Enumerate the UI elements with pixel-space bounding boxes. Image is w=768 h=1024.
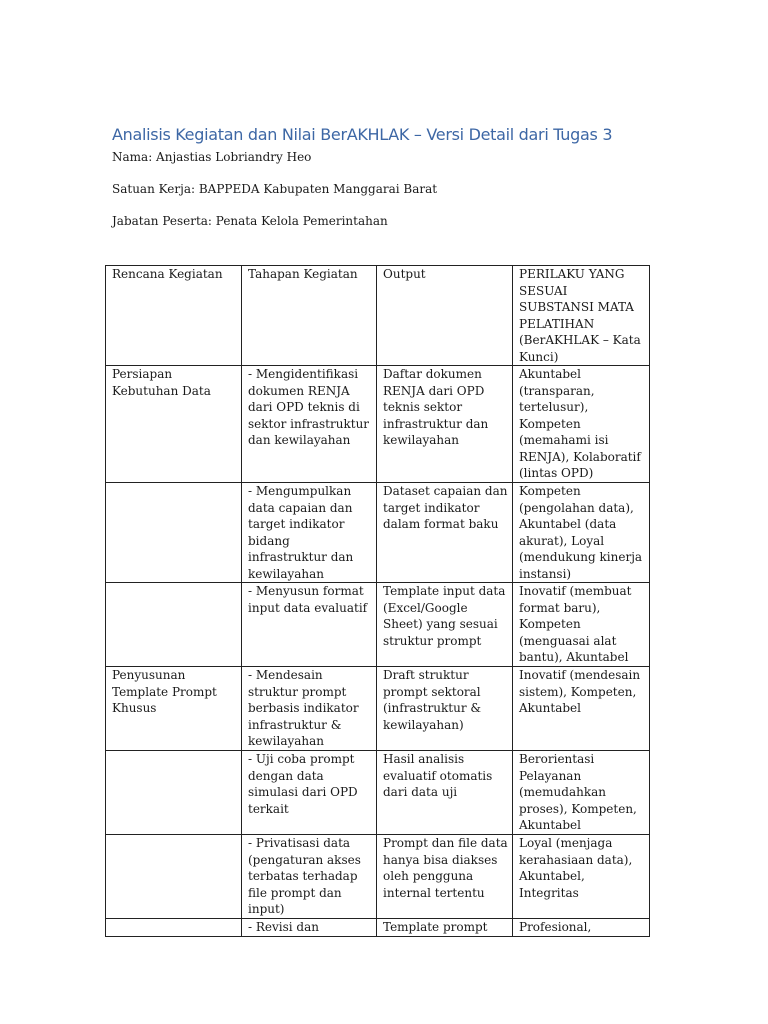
cell-plan: Persiapan Kebutuhan Data	[106, 366, 242, 483]
cell-behavior: Inovatif (mendesain sistem), Kompeten, Akuntabel	[513, 667, 650, 751]
cell-behavior: Inovatif (membuat format baru), Kompeten (menguasai alat bantu), Akuntabel	[513, 583, 650, 667]
cell-output: Draft struktur prompt sektoral (infrastruktur & kewilayahan)	[377, 667, 513, 751]
table-row	[106, 583, 650, 667]
header-behavior: PERILAKU YANG SESUAI SUBSTANSI MATA PELATIHAN (BerAKHLAK – Kata Kunci)	[513, 266, 650, 366]
table-row	[106, 667, 650, 751]
cell-output: Prompt dan file data hanya bisa diakses oleh pengguna internal tertentu	[377, 835, 513, 919]
header-plan: Rencana Kegiatan	[106, 266, 242, 366]
header-step: Tahapan Kegiatan	[242, 266, 377, 366]
cell-step: - Uji coba prompt dengan data simulasi dari OPD terkait	[242, 751, 377, 835]
table-row	[106, 919, 650, 937]
table-header-row	[106, 266, 650, 366]
cell-behavior: Kompeten (pengolahan data), Akuntabel (data akurat), Loyal (mendukung kinerja instansi)	[513, 483, 650, 583]
cell-plan	[106, 835, 242, 919]
cell-output: Dataset capaian dan target indikator dalam format baku	[377, 483, 513, 583]
work-unit: Satuan Kerja: BAPPEDA Kabupaten Manggarai Barat	[112, 182, 438, 196]
cell-step: - Mengumpulkan data capaian dan target indikator bidang infrastruktur dan kewilayahan	[242, 483, 377, 583]
table-row	[106, 751, 650, 835]
cell-plan	[106, 583, 242, 667]
table-row	[106, 835, 650, 919]
cell-output: Daftar dokumen RENJA dari OPD teknis sektor infrastruktur dan kewilayahan	[377, 366, 513, 483]
cell-step: - Mendesain struktur prompt berbasis indikator infrastruktur & kewilayahan	[242, 667, 377, 751]
participant-position: Jabatan Peserta: Penata Kelola Pemerintahan	[112, 214, 388, 228]
cell-output: Template prompt	[377, 919, 513, 937]
participant-name: Nama: Anjastias Lobriandry Heo	[112, 150, 312, 164]
table-row	[106, 483, 650, 583]
header-output: Output	[377, 266, 513, 366]
cell-behavior: Berorientasi Pelayanan (memudahkan proses), Kompeten, Akuntabel	[513, 751, 650, 835]
cell-step: - Menyusun format input data evaluatif	[242, 583, 377, 667]
cell-step: - Privatisasi data (pengaturan akses terbatas terhadap file prompt dan input)	[242, 835, 377, 919]
activity-analysis-table	[105, 265, 650, 937]
cell-step: - Mengidentifikasi dokumen RENJA dari OPD teknis di sektor infrastruktur dan kewilayahan	[242, 366, 377, 483]
cell-behavior: Profesional,	[513, 919, 650, 937]
cell-output: Template input data (Excel/Google Sheet) yang sesuai struktur prompt	[377, 583, 513, 667]
cell-plan	[106, 919, 242, 937]
table-row	[106, 366, 650, 483]
cell-plan	[106, 483, 242, 583]
cell-output: Hasil analisis evaluatif otomatis dari data uji	[377, 751, 513, 835]
document-title: Analisis Kegiatan dan Nilai BerAKHLAK – Versi Detail dari Tugas 3	[112, 125, 613, 144]
cell-step: - Revisi dan	[242, 919, 377, 937]
cell-behavior: Akuntabel (transparan, tertelusur), Kompeten (memahami isi RENJA), Kolaboratif (lintas OPD)	[513, 366, 650, 483]
cell-plan	[106, 751, 242, 835]
cell-plan: Penyusunan Template Prompt Khusus	[106, 667, 242, 751]
cell-behavior: Loyal (menjaga kerahasiaan data), Akuntabel, Integritas	[513, 835, 650, 919]
